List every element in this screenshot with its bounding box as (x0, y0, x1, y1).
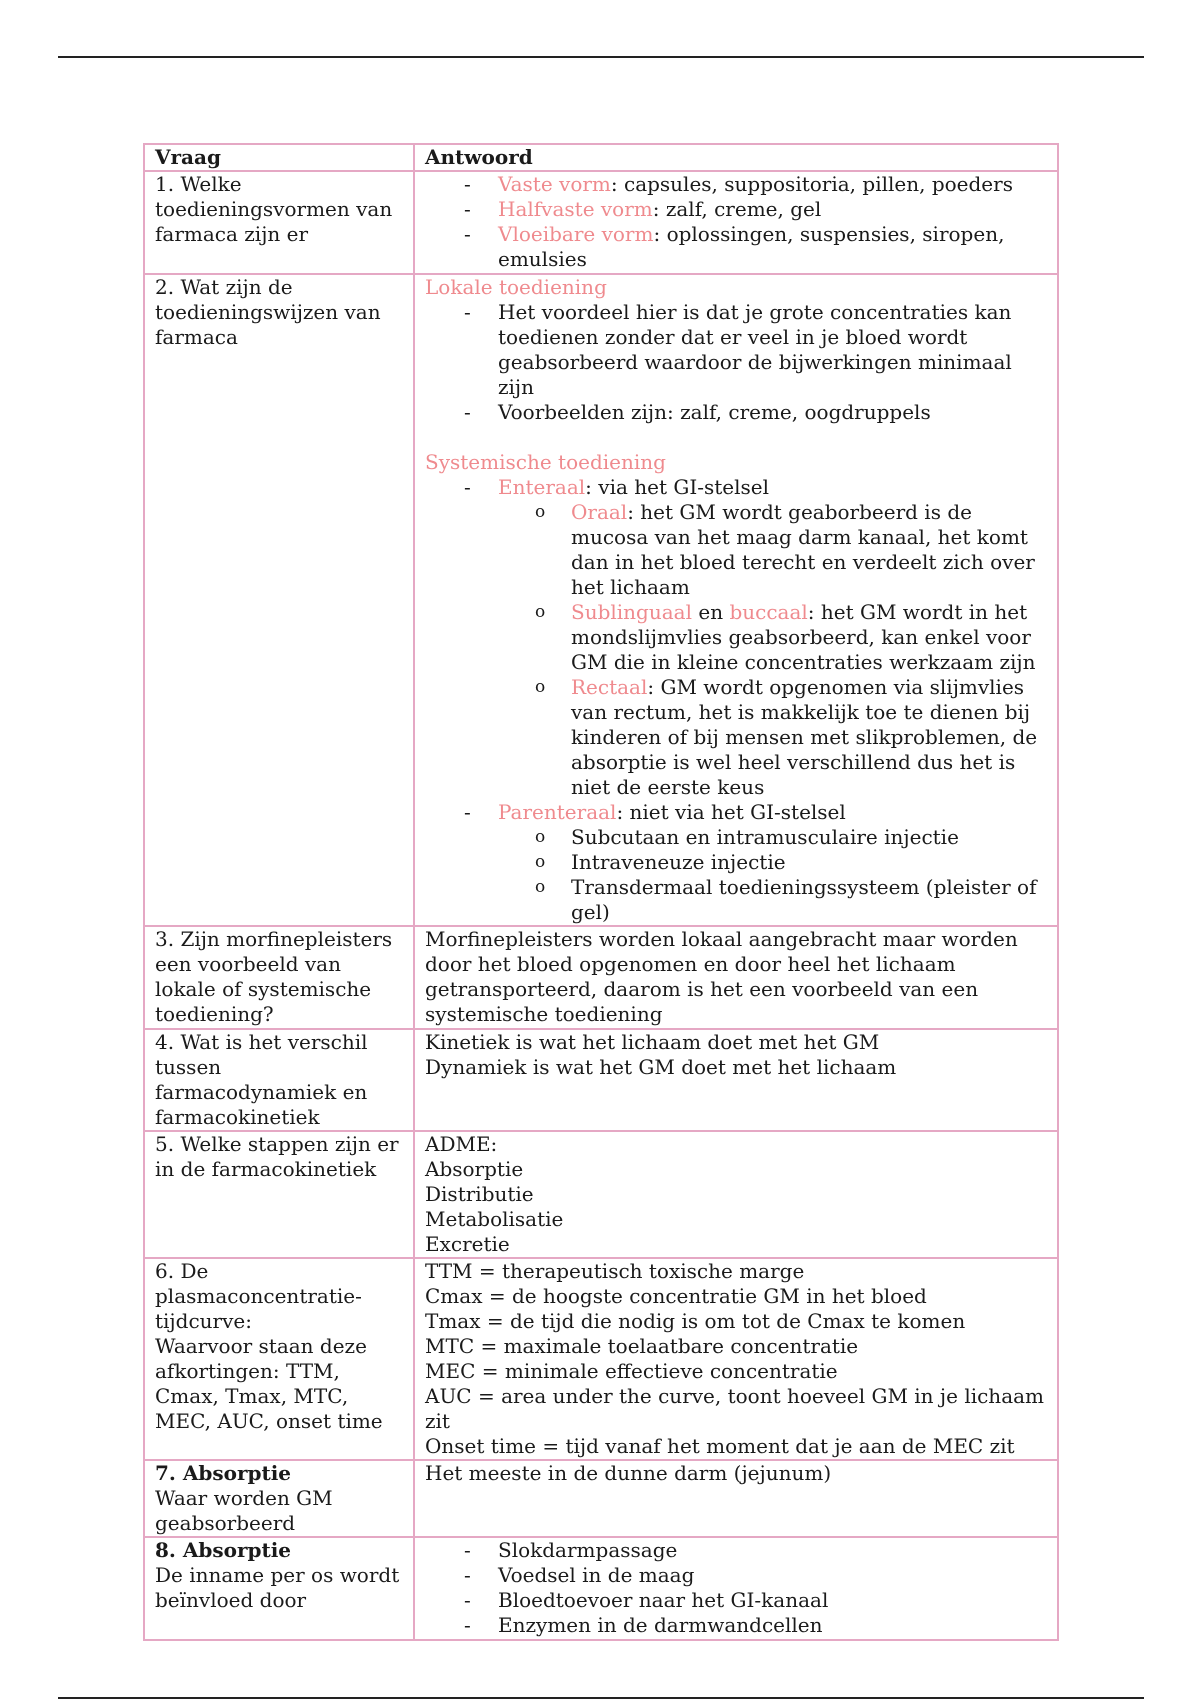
highlight-term: Vaste vorm (498, 172, 611, 196)
question-line: Waar worden GM geabsorbeerd (155, 1486, 333, 1535)
list-item (498, 800, 1047, 925)
table-row (144, 1460, 1058, 1537)
table-header-row (144, 144, 1058, 171)
sub-list-item (571, 675, 1047, 800)
item-text: : GM wordt opgenomen via slijmvlies van rectum, het is makkelijk toe te dienen bij kinderen of bij mensen met slikproblemen, de absorptie is wel heel verschillend dus het is niet de eerste keus (571, 675, 1038, 799)
dash-list (425, 1538, 1047, 1638)
item-text: : zalf, creme, gel (652, 197, 822, 221)
answer-line: TTM = therapeutisch toxische marge (425, 1259, 805, 1283)
question-title (155, 1461, 403, 1486)
dash-list (425, 172, 1047, 272)
highlight-term: Rectaal (571, 675, 648, 699)
question-line: 6. De plasmaconcentratie-tijdcurve: (155, 1259, 362, 1333)
item-text: : het GM wordt geaborbeerd is de mucosa van het maag darm kanaal, het komt dan in het bloed terecht en verdeelt zich over het lichaam (571, 500, 1035, 599)
question-cell: 2. Wat zijn de toedieningswijzen van farmaca (144, 274, 414, 926)
table-row (144, 1131, 1058, 1258)
list-item (498, 475, 1047, 800)
question-title-text: 7. Absorptie (155, 1461, 292, 1485)
table-row (144, 274, 1058, 926)
answer-cell: Het meeste in de dunne darm (jejunum) (414, 1460, 1058, 1537)
section-heading-lokaal: Lokale toediening (425, 275, 607, 299)
question-line: Waarvoor staan deze afkortingen: TTM, Cmax, Tmax, MTC, MEC, AUC, onset time (155, 1334, 383, 1433)
section-heading-systemisch: Systemische toediening (425, 450, 666, 474)
question-cell: 5. Welke stappen zijn er in de farmacokinetiek (144, 1131, 414, 1258)
answer-cell (414, 1131, 1058, 1258)
footer-rule (58, 1697, 1144, 1699)
sub-list-item: o Subcutaan en intramusculaire injectie (571, 825, 1047, 850)
answer-line: Dynamiek is wat het GM doet met het lichaam (425, 1055, 897, 1079)
qa-table (143, 143, 1059, 1641)
header-antwoord: Antwoord (414, 144, 1058, 171)
item-text: : oplossingen, suspensies, siropen, emulsies (498, 222, 1005, 271)
answer-cell: Morfinepleisters worden lokaal aangebracht maar worden door het bloed opgenomen en door heel het lichaam getransporteerd, daarom is het een voorbeeld van een systemische toediening (414, 926, 1058, 1029)
answer-line: ADME: (425, 1132, 498, 1156)
question-title (155, 1538, 403, 1563)
answer-line: MTC = maximale toelaatbare concentratie (425, 1334, 859, 1358)
item-text: en (692, 600, 730, 624)
dash-list (425, 300, 1047, 425)
list-item: - Het voordeel hier is dat je grote concentraties kan toedienen zonder dat er veel in je bloed wordt geabsorbeerd waardoor de bijwerkingen minimaal zijn (498, 300, 1047, 400)
answer-line: Kinetiek is wat het lichaam doet met het GM (425, 1030, 880, 1054)
table-row (144, 926, 1058, 1029)
table-row (144, 1258, 1058, 1460)
answer-line: Metabolisatie (425, 1207, 564, 1231)
list-item: - Voedsel in de maag (498, 1563, 1047, 1588)
highlight-term: Vloeibare vorm (498, 222, 654, 246)
answer-cell (414, 274, 1058, 926)
dash-list (425, 475, 1047, 925)
list-item: - Voorbeelden zijn: zalf, creme, oogdruppels (498, 400, 1047, 425)
list-item: - Bloedtoevoer naar het GI-kanaal (498, 1588, 1047, 1613)
highlight-term: Oraal (571, 500, 628, 524)
sub-list (498, 825, 1047, 925)
item-text: : via het GI-stelsel (585, 475, 770, 499)
answer-line: Excretie (425, 1232, 510, 1256)
answer-line: Distributie (425, 1182, 534, 1206)
highlight-term: Sublinguaal (571, 600, 692, 624)
spacer (425, 425, 1047, 450)
list-item (498, 172, 1047, 197)
question-line: De inname per os wordt beïnvloed door (155, 1563, 400, 1612)
header-vraag: Vraag (144, 144, 414, 171)
item-text: : het GM wordt in het mondslijmvlies geabsorbeerd, kan enkel voor GM die in kleine concentraties werkzaam zijn (571, 600, 1036, 674)
answer-line: Absorptie (425, 1157, 524, 1181)
table-row (144, 171, 1058, 274)
item-text: : niet via het GI-stelsel (616, 800, 846, 824)
question-cell: 1. Welke toedieningsvormen van farmaca zijn er (144, 171, 414, 274)
highlight-term: buccaal (729, 600, 808, 624)
answer-line: Tmax = de tijd die nodig is om tot de Cmax te komen (425, 1309, 966, 1333)
answer-line: AUC = area under the curve, toont hoeveel GM in je lichaam zit (425, 1384, 1045, 1433)
highlight-term: Halfvaste vorm (498, 197, 653, 221)
answer-line: Onset time = tijd vanaf het moment dat je aan de MEC zit (425, 1434, 1015, 1458)
sub-list-item (571, 600, 1047, 675)
question-cell (144, 1258, 414, 1460)
answer-line: Cmax = de hoogste concentratie GM in het bloed (425, 1284, 927, 1308)
question-title-text: 8. Absorptie (155, 1538, 292, 1562)
highlight-term: Parenteraal (498, 800, 617, 824)
answer-cell (414, 1258, 1058, 1460)
answer-cell (414, 1537, 1058, 1640)
answer-cell (414, 171, 1058, 274)
list-item (498, 222, 1047, 272)
sub-list-item: o Intraveneuze injectie (571, 850, 1047, 875)
answer-cell (414, 1029, 1058, 1131)
question-cell (144, 1537, 414, 1640)
table-row (144, 1537, 1058, 1640)
answer-line: MEC = minimale effectieve concentratie (425, 1359, 838, 1383)
header-rule (58, 56, 1144, 58)
question-cell: 3. Zijn morfinepleisters een voorbeeld van lokale of systemische toediening? (144, 926, 414, 1029)
question-cell: 4. Wat is het verschil tussen farmacodynamiek en farmacokinetiek (144, 1029, 414, 1131)
highlight-term: Enteraal (498, 475, 586, 499)
item-text: : capsules, suppositoria, pillen, poeders (610, 172, 1013, 196)
sub-list-item: o Transdermaal toedieningssysteem (pleister of gel) (571, 875, 1047, 925)
table-row (144, 1029, 1058, 1131)
question-cell (144, 1460, 414, 1537)
list-item: - Slokdarmpassage (498, 1538, 1047, 1563)
list-item: - Enzymen in de darmwandcellen (498, 1613, 1047, 1638)
sub-list-item (571, 500, 1047, 600)
list-item (498, 197, 1047, 222)
sub-list (498, 500, 1047, 800)
